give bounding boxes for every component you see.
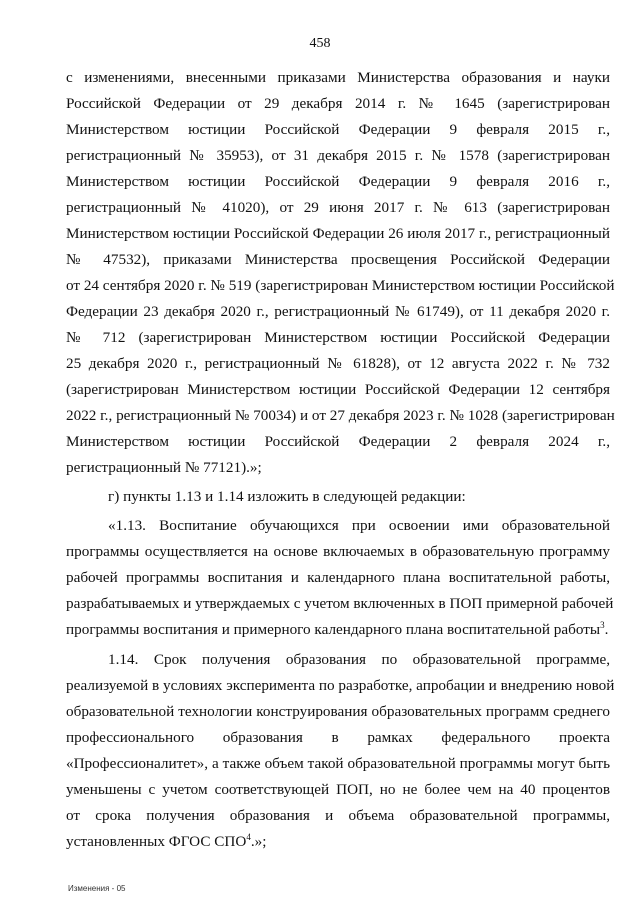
page-number: 458 (309, 36, 331, 51)
text-line: Министерством юстиции Российской Федерации 2 февраля 2024 г., (66, 433, 610, 450)
text-line: от 24 сентября 2020 г. № 519 (зарегистрирован Министерством юстиции Российской (66, 277, 615, 294)
text-line: регистрационный № 77121).»; (66, 459, 262, 476)
text-line: «1.13. Воспитание обучающихся при освоении ими образовательной (108, 517, 610, 534)
text-line: Министерством юстиции Российской Федерации 9 февраля 2015 г., (66, 121, 610, 138)
text-line: Федерации 23 декабря 2020 г., регистрационный № 61749), от 11 декабря 2020 г. (66, 303, 610, 320)
footnote-ref: 3 (600, 619, 605, 630)
text-line: образовательной технологии конструирования образовательных программ среднего (66, 703, 610, 720)
text-line (66, 832, 610, 852)
text-span: . (604, 621, 609, 638)
text-line: регистрационный № 41020), от 29 июня 2017 г. № 613 (зарегистрирован (66, 199, 610, 216)
text-span: программы воспитания и примерного календарного плана воспитательной работы (66, 621, 601, 638)
text-line: № 712 (зарегистрирован Министерством юстиции Российской Федерации (66, 329, 610, 346)
text-line: разрабатываемых и утверждаемых с учетом включенных в ПОП примерной рабочей (66, 595, 614, 612)
text-line: уменьшены с учетом соответствующей ПОП, но не более чем на 40 процентов (66, 781, 610, 798)
text-line: с изменениями, внесенными приказами Министерства образования и науки (66, 69, 610, 86)
text-line: реализуемой в условиях эксперимента по разработке, апробации и внедрению новой (66, 677, 615, 694)
text-line: Министерством юстиции Российской Федерации 9 февраля 2016 г., (66, 173, 610, 190)
text-line: № 47532), приказами Министерства просвещения Российской Федерации (66, 251, 610, 268)
footnote-ref: 4 (246, 831, 251, 842)
text-line: 25 декабря 2020 г., регистрационный № 61828), от 12 августа 2022 г. № 732 (66, 355, 610, 372)
text-line: Министерством юстиции Российской Федерации 26 июля 2017 г., регистрационный (66, 225, 610, 242)
text-span: установленных ФГОС СПО (66, 833, 247, 850)
text-line: 2022 г., регистрационный № 70034) и от 27 декабря 2023 г. № 1028 (зарегистрирован (66, 407, 615, 424)
text-line: г) пункты 1.13 и 1.14 изложить в следующей редакции: (108, 488, 466, 505)
text-line: Российской Федерации от 29 декабря 2014 г. № 1645 (зарегистрирован (66, 95, 610, 112)
text-line: регистрационный № 35953), от 31 декабря 2015 г. № 1578 (зарегистрирован (66, 147, 610, 164)
text-line: рабочей программы воспитания и календарного плана воспитательной работы, (66, 569, 610, 586)
text-line: 1.14. Срок получения образования по образовательной программе, (108, 651, 610, 668)
text-line: «Профессионалитет», а также объем такой образовательной программы могут быть (66, 755, 610, 772)
text-line: от срока получения образования и объема образовательной программы, (66, 807, 610, 824)
text-span: .»; (250, 833, 267, 850)
text-line: (зарегистрирован Министерством юстиции Российской Федерации 12 сентября (66, 381, 610, 398)
text-line: программы осуществляется на основе включаемых в образовательную программу (66, 543, 610, 560)
text-line: профессионального образования в рамках федерального проекта (66, 729, 610, 746)
page-footer: Изменения - 05 (68, 884, 126, 893)
text-line (66, 620, 610, 640)
